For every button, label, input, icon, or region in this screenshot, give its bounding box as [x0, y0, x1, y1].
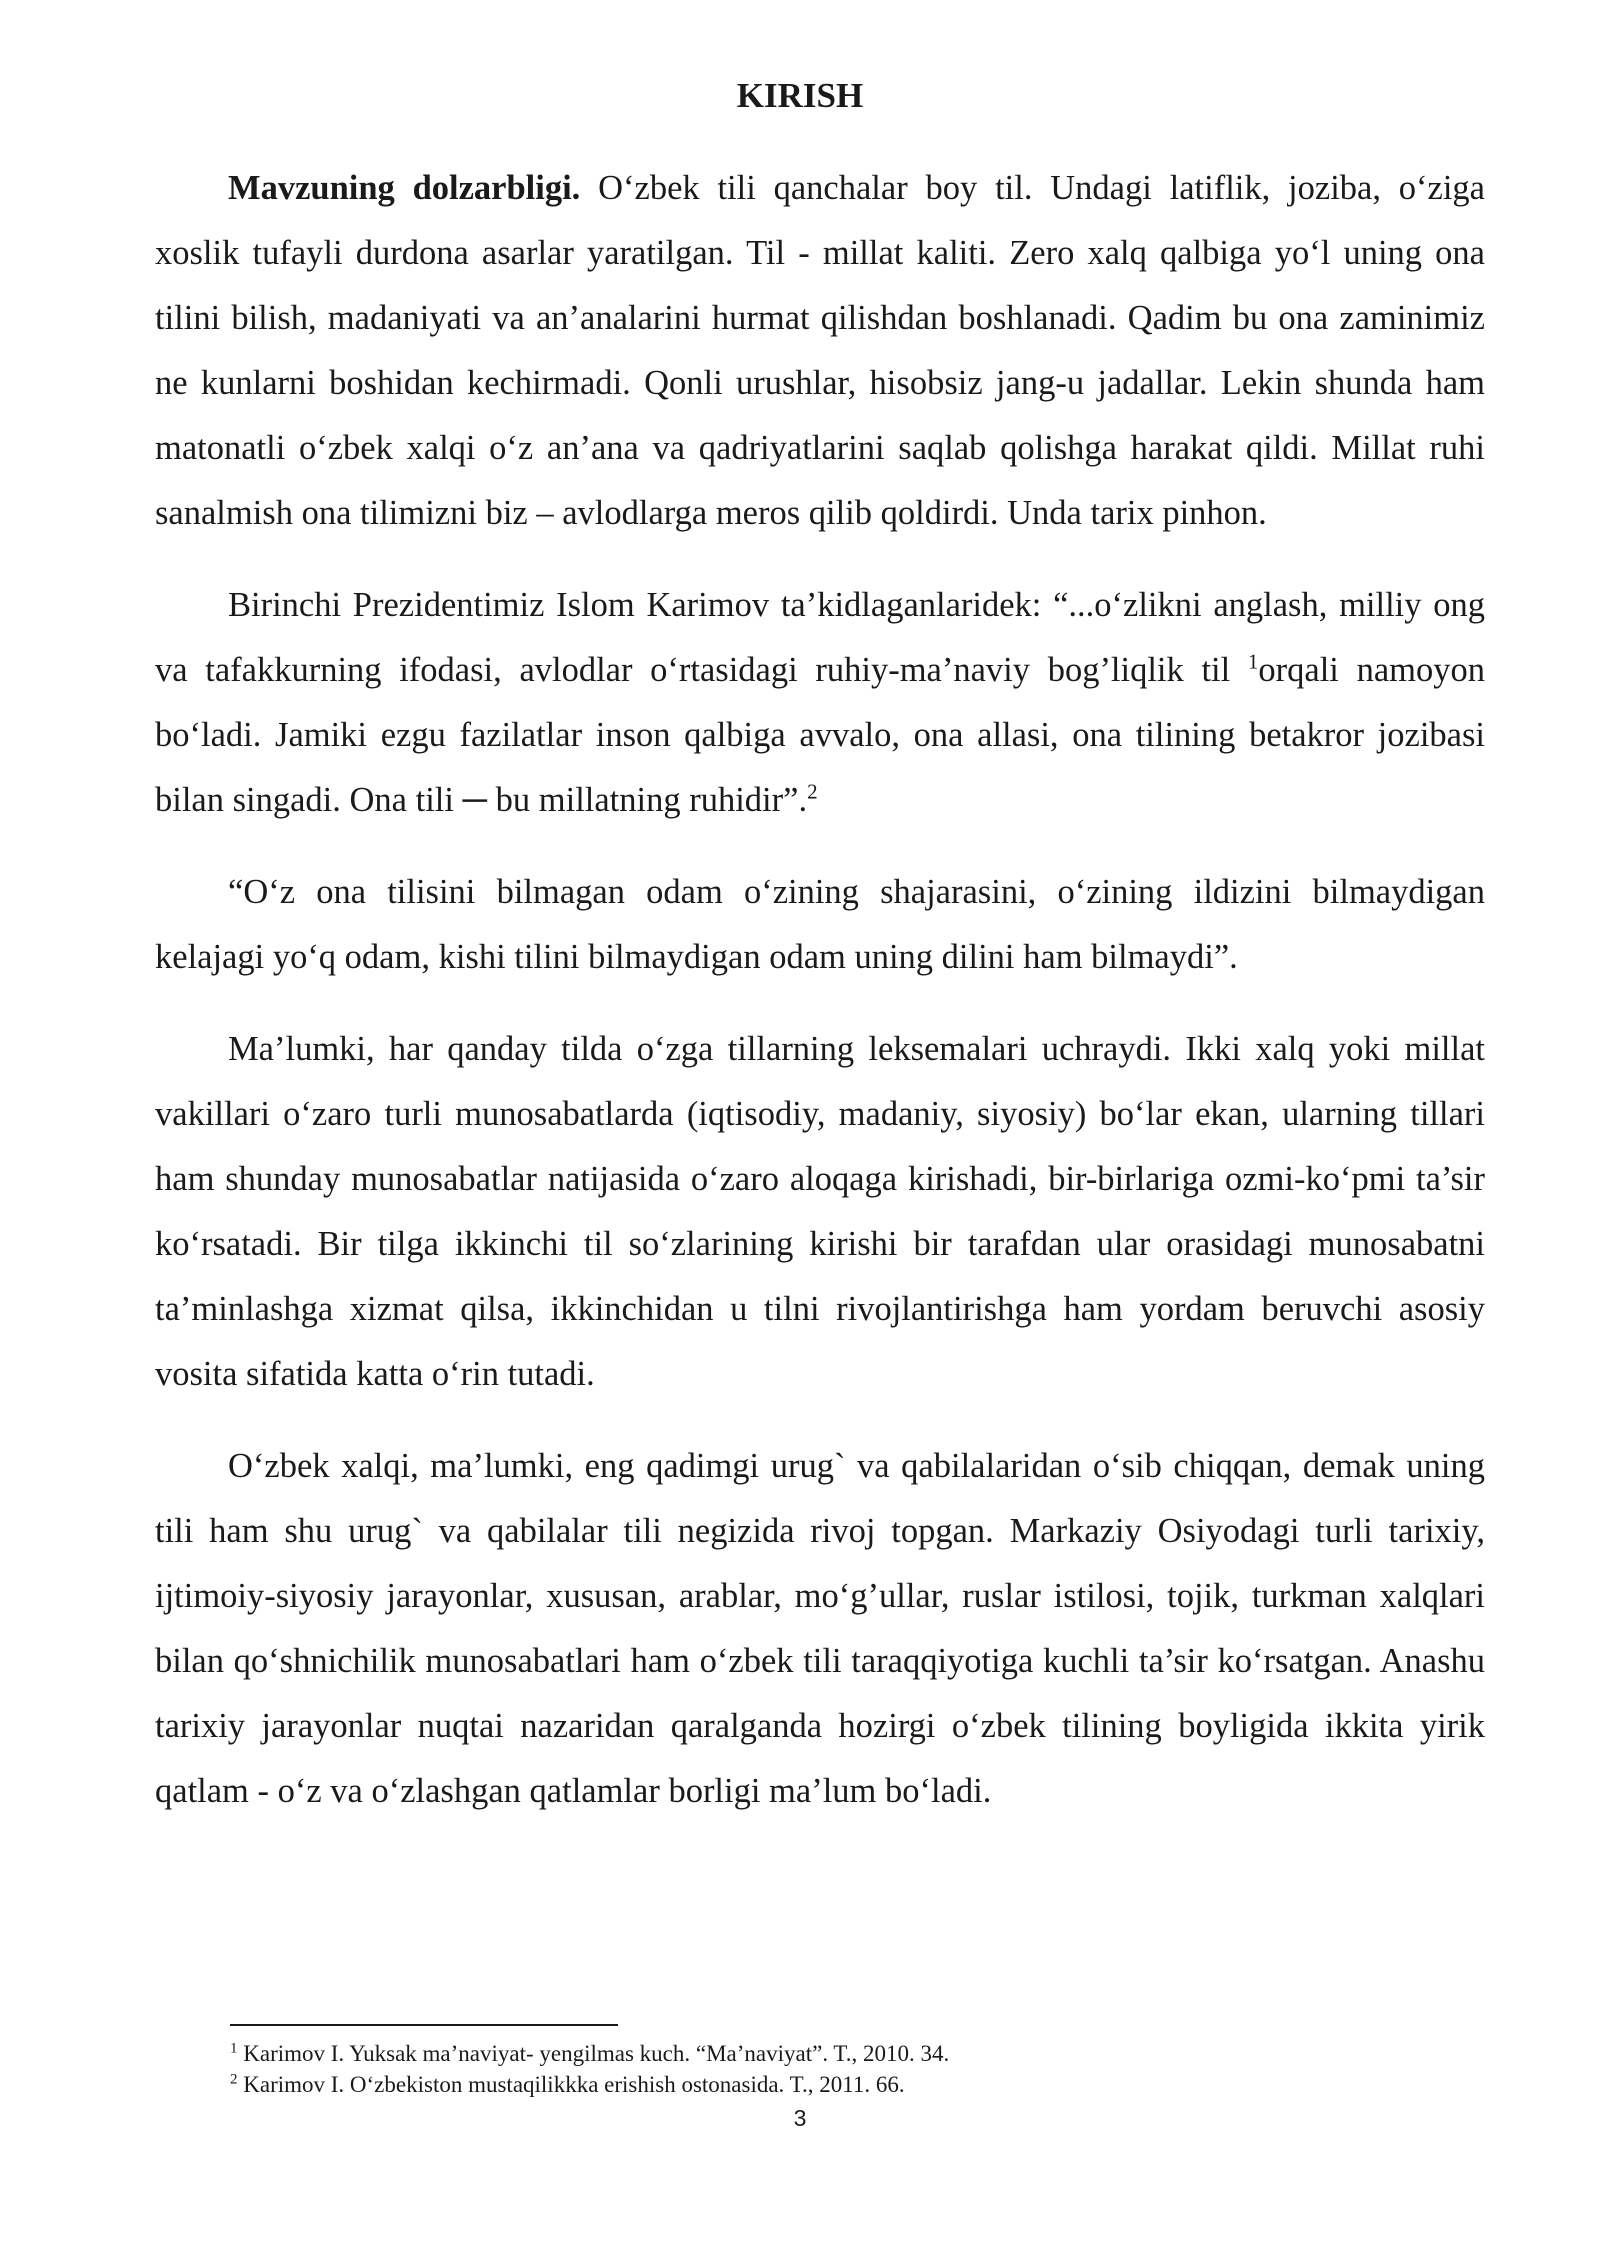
footnote-1-number: 1	[230, 2040, 238, 2057]
footnote-2-text: Karimov I. O‘zbekiston mustaqilikkka erishish ostonasida. T., 2011. 66.	[237, 2072, 905, 2097]
quote-text-part1: Birinchi Prezidentimiz Islom Karimov ta’kidlaganlaridek: “...o‘zlikni anglash, milliy ong va tafakkurning ifodasi, avlodlar o‘rtasidagi ruhiy-ma’naviy bog’liqlik til	[155, 586, 1485, 689]
footnote-1-text: Karimov I. Yuksak ma’naviyat- yengilmas kuch. “Ma’naviyat”. T., 2010. 34.	[237, 2041, 950, 2066]
page-number: 3	[793, 2105, 807, 2131]
paragraph-relevance	[155, 156, 1485, 546]
relevance-heading: Mavzuning dolzarbligi.	[228, 169, 581, 207]
paragraph-loanwords: Ma’lumki, har qanday tilda o‘zga tillarning leksemalari uchraydi. Ikki xalq yoki millat vakillari o‘zaro turli munosabatlarda (iqtisodiy, madaniy, siyosiy) bo‘lar ekan, ularning tillari ham shunday munosabatlar natijasida o‘zaro aloqaga kirishadi, bir-birlariga ozmi-ko‘pmi ta’sir ko‘rsatadi. Bir tilga ikkinchi til so‘zlarining kirishi bir tarafdan ular orasidagi munosabatni ta’minlashga xizmat qilsa, ikkinchidan u tilni rivojlantirishga ham yordam beruvchi asosiy vosita sifatida katta o‘rin tutadi.	[155, 1030, 1485, 1393]
paragraph-quote-native-language: “O‘z ona tilisini bilmagan odam o‘zining shajarasini, o‘zining ildizini bilmaydigan kelajagi yo‘q odam, kishi tilini bilmaydigan odam uning dilini ham bilmaydi”.	[155, 873, 1485, 976]
footnote-2	[230, 2069, 1430, 2100]
footnote-ref-2: 2	[807, 779, 818, 804]
footnote-separator	[230, 2024, 618, 2026]
footnotes	[230, 2038, 1430, 2100]
relevance-text: O‘zbek tili qanchalar boy til. Undagi latiflik, joziba, o‘ziga xoslik tufayli durdona asarlar yaratilgan. Til - millat kaliti. Zero xalq qalbiga yo‘l uning ona tilini bilish, madaniyati va an’analarini hurmat qilishdan boshlanadi. Qadim bu ona zaminimiz ne kunlarni boshidan kechirmadi. Qonli urushlar, hisobsiz jang-u jadallar. Lekin shunda ham matonatli o‘zbek xalqi o‘z an’ana va qadriyatlarini saqlab qolishga harakat qildi. Millat ruhi sanalmish ona tilimizni biz – avlodlarga meros qilib qoldirdi. Unda tarix pinhon.	[155, 169, 1485, 532]
footnote-1	[230, 2038, 1430, 2069]
quote-text-part2: orqali namoyon bo‘ladi. Jamiki ezgu fazilatlar inson qalbiga avvalo, ona allasi, ona tilining betakror jozibasi bilan singadi. Ona tili ─ bu millatning ruhidir”.	[155, 651, 1485, 819]
footnote-ref-1: 1	[1247, 649, 1259, 674]
section-title: KIRISH	[736, 76, 864, 115]
paragraph-uzbek-history: O‘zbek xalqi, ma’lumki, eng qadimgi urug` va qabilalaridan o‘sib chiqqan, demak uning tili ham shu urug` va qabilalar tili negizida rivoj topgan. Markaziy Osiyodagi turli tarixiy, ijtimoiy-siyosiy jarayonlar, xususan, arablar, mo‘g’ullar, ruslar istilosi, tojik, turkman xalqlari bilan qo‘shnichilik munosabatlari ham o‘zbek tili taraqqiyotiga kuchli ta’sir ko‘rsatgan. Anashu tarixiy jarayonlar nuqtai nazaridan qaralganda hozirgi o‘zbek tilining boyligida ikkita yirik qatlam - o‘z va o‘zlashgan qatlamlar borligi ma’lum bo‘ladi.	[155, 1447, 1485, 1810]
footnote-2-number: 2	[230, 2071, 238, 2088]
paragraph-quote-karimov	[155, 573, 1485, 833]
body-text	[155, 156, 1485, 1851]
